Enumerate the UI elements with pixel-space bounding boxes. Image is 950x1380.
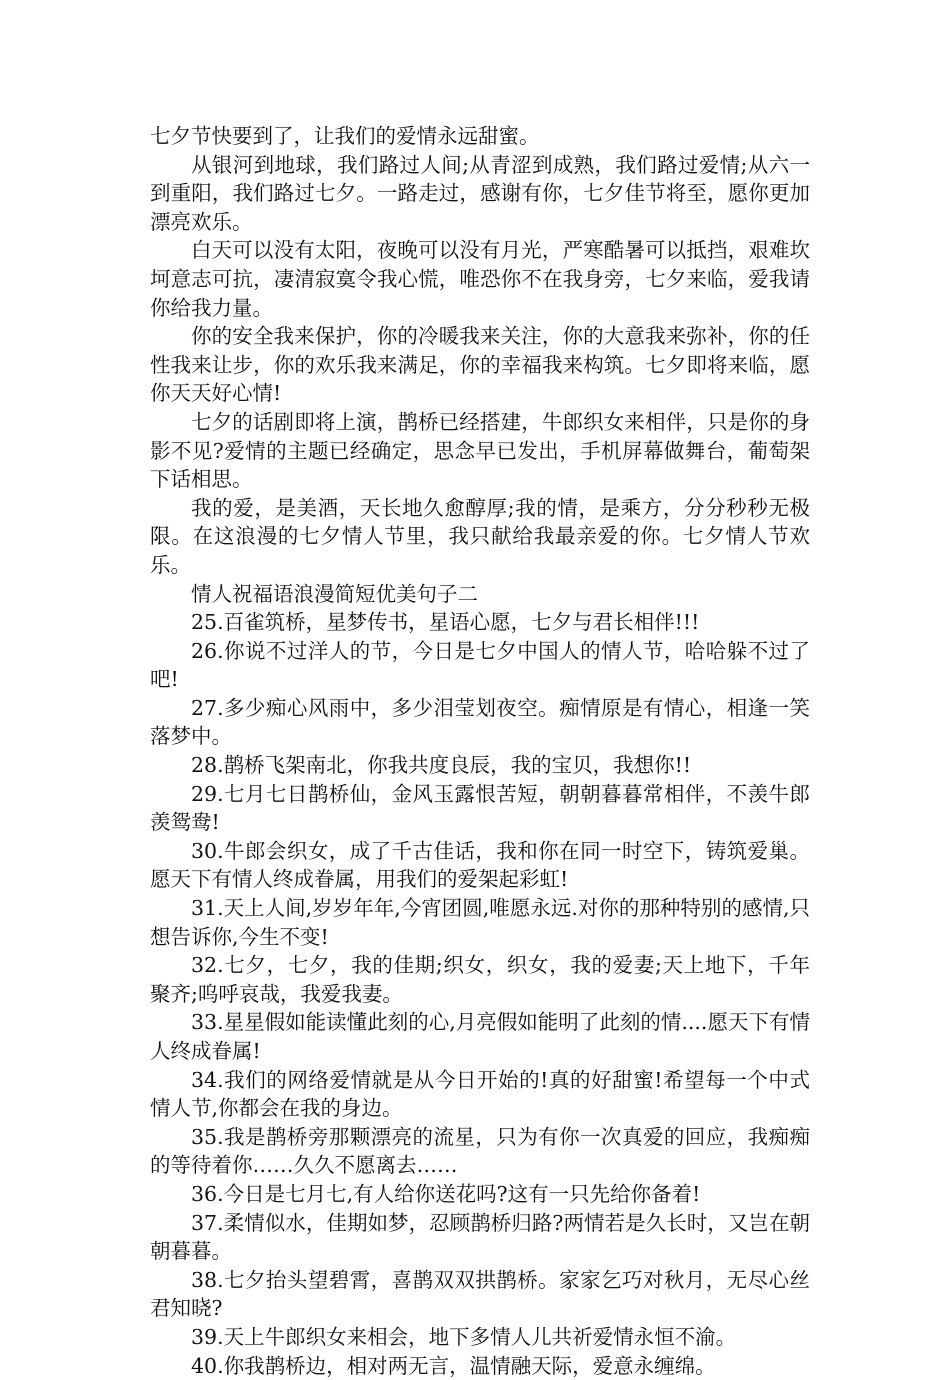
numbered-item: 31.天上人间,岁岁年年,今宵团圆,唯愿永远.对你的那种特别的感情,只想告诉你,今生不变! [150, 896, 810, 949]
paragraph: 从银河到地球，我们路过人间;从青涩到成熟，我们路过爱情;从六一到重阳，我们路过七夕。一路走过，感谢有你，七夕佳节将至，愿你更加漂亮欢乐。 [150, 152, 810, 234]
numbered-item: 32.七夕，七夕，我的佳期;织女，织女，我的爱妻;天上地下，千年聚齐;呜呼哀哉，我爱我妻。 [150, 953, 810, 1006]
document-body [150, 122, 810, 1380]
numbered-item: 38.七夕抬头望碧霄，喜鹊双双拱鹊桥。家家乞巧对秋月，无尽心丝君知晓? [150, 1267, 810, 1321]
numbered-item: 34.我们的网络爱情就是从今日开始的!真的好甜蜜!希望每一个中式情人节,你都会在我的身边。 [150, 1067, 810, 1121]
paragraph-intro: 七夕节快要到了，让我们的爱情永远甜蜜。 [150, 124, 540, 148]
numbered-item: 35.我是鹊桥旁那颗漂亮的流星，只为有你一次真爱的回应，我痴痴的等待着你……久久不愿离去…… [150, 1124, 810, 1178]
numbered-item: 39.天上牛郎织女来相会，地下多情人儿共祈爱情永恒不渝。 [191, 1324, 737, 1349]
numbered-item: 37.柔情似水，佳期如梦，忍顾鹊桥归路?两情若是久长时，又岂在朝朝暮暮。 [150, 1210, 810, 1264]
numbered-item: 33.星星假如能读懂此刻的心,月亮假如能明了此刻的情....愿天下有情人终成眷属! [150, 1010, 810, 1063]
section-heading: 情人祝福语浪漫简短优美句子二 [191, 581, 478, 606]
paragraph: 七夕的话剧即将上演，鹊桥已经搭建，牛郎织女来相伴，只是你的身影不见?爱情的主题已经确定，思念早已发出，手机屏幕做舞台，葡萄架下话相思。 [150, 409, 810, 492]
numbered-item: 30.牛郎会织女，成了千古佳话，我和你在同一时空下，铸筑爱巢。愿天下有情人终成眷属，用我们的爱架起彩虹! [150, 838, 810, 892]
numbered-item: 36.今日是七月七,有人给你送花吗?这有一只先给你备着! [191, 1181, 701, 1206]
numbered-item: 29.七月七日鹊桥仙，金风玉露恨苦短，朝朝暮暮常相伴，不羡牛郎羡鸳鸯! [150, 781, 810, 835]
numbered-item: 28.鹊桥飞架南北，你我共度良辰，我的宝贝，我想你!! [191, 753, 692, 778]
numbered-item: 25.百雀筑桥，星梦传书，星语心愿，七夕与君长相伴!!! [191, 610, 700, 635]
paragraph: 你的安全我来保护，你的冷暖我来关注，你的大意我来弥补，你的任性我来让步，你的欢乐我来满足，你的幸福我来构筑。七夕即将来临，愿你天天好心情! [150, 324, 810, 406]
numbered-item: 27.多少痴心风雨中，多少泪莹划夜空。痴情原是有情心，相逢一笑落梦中。 [150, 695, 810, 749]
paragraph: 我的爱，是美酒，天长地久愈醇厚;我的情，是乘方，分分秒秒无极限。在这浪漫的七夕情人节里，我只献给我最亲爱的你。七夕情人节欢乐。 [150, 495, 810, 577]
numbered-item: 26.你说不过洋人的节，今日是七夕中国人的情人节，哈哈躲不过了吧! [150, 638, 810, 692]
paragraph: 白天可以没有太阳，夜晚可以没有月光，严寒酷暑可以抵挡，艰难坎坷意志可抗，凄清寂寞令我心慌，唯恐你不在我身旁，七夕来临，爱我请你给我力量。 [150, 238, 810, 320]
numbered-item: 40.你我鹊桥边，相对两无言，温情融天际，爱意永缠绵。 [191, 1353, 716, 1378]
